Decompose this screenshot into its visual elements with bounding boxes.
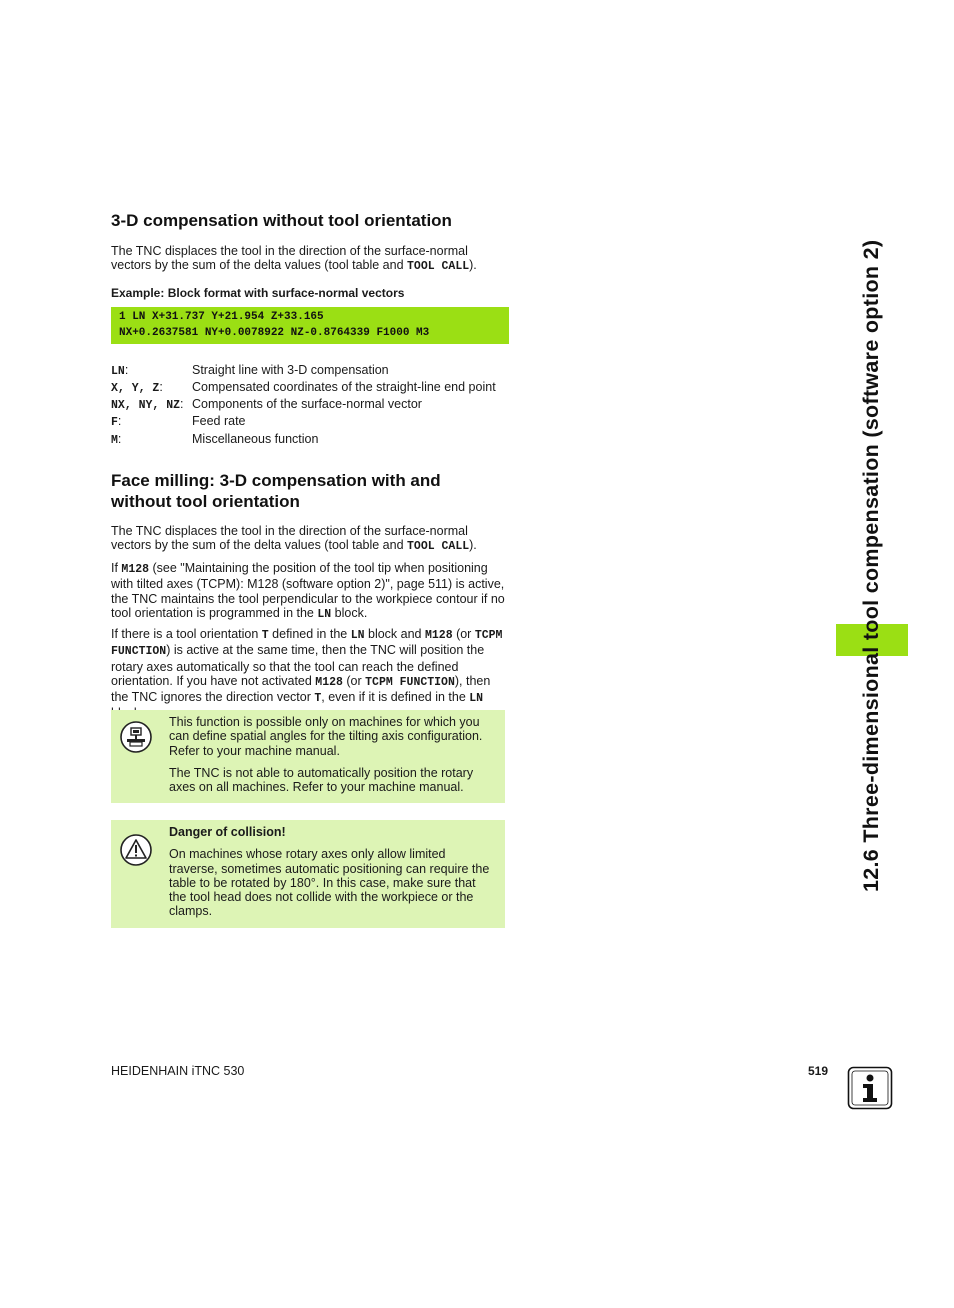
code-line-2: NX+0.2637581 NY+0.0078922 NZ-0.8764339 F1000 M3 [119, 327, 430, 339]
note-machine-paragraph-1: This function is possible only on machines for which you can define spatial angles for the tilting axis configuration. Refer to your machine manual. [169, 715, 483, 758]
code-tool-call: TOOL CALL [407, 260, 470, 274]
section-heading-3d-compensation: 3-D compensation without tool orientation [111, 211, 452, 230]
section2-paragraph-3: If there is a tool orientation T defined in the LN block and M128 (or TCPM FUNCTION) is active at the same time, then the TNC will position the rotary axes automatically so that the tool can reach the defined orientation. If you have not activated M128 (or TCPM FUNCTION), then the TNC ignores the direction vector T, even if it is defined in the LN [111, 627, 503, 706]
section2-paragraph-1: The TNC displaces the tool in the direction of the surface-normal vectors by the sum of the delta values (tool table and TOOL CALL). [111, 524, 477, 554]
note-danger-text [169, 825, 495, 927]
warning-triangle-icon [119, 833, 153, 867]
note-machine-manual [111, 710, 505, 803]
note-danger [111, 820, 505, 928]
note-machine-text [169, 715, 495, 802]
example-label: Example: Block format with surface-normal vectors [111, 286, 405, 300]
machine-manual-icon [119, 720, 153, 754]
note-danger-title: Danger of collision! [169, 825, 286, 839]
info-icon [847, 1066, 893, 1110]
footer-product-name: HEIDENHAIN iTNC 530 [111, 1064, 245, 1078]
section2-paragraph-2: If M128 (see "Maintaining the position of the tool tip when positioning with tilted axes (TCPM): M128 (software option 2)", page 511) is active, the TNC maintains the tool perpendicular to the workpiece contour if no tool orientation is programmed in the LN block. [111, 561, 505, 621]
chapter-title-text: 12.6 Three-dimensional tool compensation (software option 2) [859, 239, 883, 892]
definition-list: LN: Straight line with 3-D compensation X, Y, Z: Compensated coordinates of the straight-line end point NX, NY, NZ: Components of the surface-normal vector F: Feed rate M: Miscellaneous function [111, 363, 496, 447]
note-danger-paragraph: On machines whose rotary axes only allow limited traverse, sometimes automatic positioning can require the table to be rotated by 180°. In this case, make sure that the tool head does not collide with the workpiece or the clamps. [169, 847, 490, 919]
code-line-1: 1 LN X+31.737 Y+21.954 Z+33.165 [119, 311, 324, 323]
section-heading-face-milling: Face milling: 3-D compensation with and without tool orientation [111, 471, 441, 511]
code-block [111, 307, 509, 344]
section1-paragraph: The TNC displaces the tool in the direction of the surface-normal vectors by the sum of the delta values (tool table and TOOL CALL). [111, 244, 477, 274]
footer-page-number: 519 [808, 1064, 829, 1078]
note-machine-paragraph-2: The TNC is not able to automatically position the rotary axes on all machines. Refer to your machine manual. [169, 765, 474, 795]
